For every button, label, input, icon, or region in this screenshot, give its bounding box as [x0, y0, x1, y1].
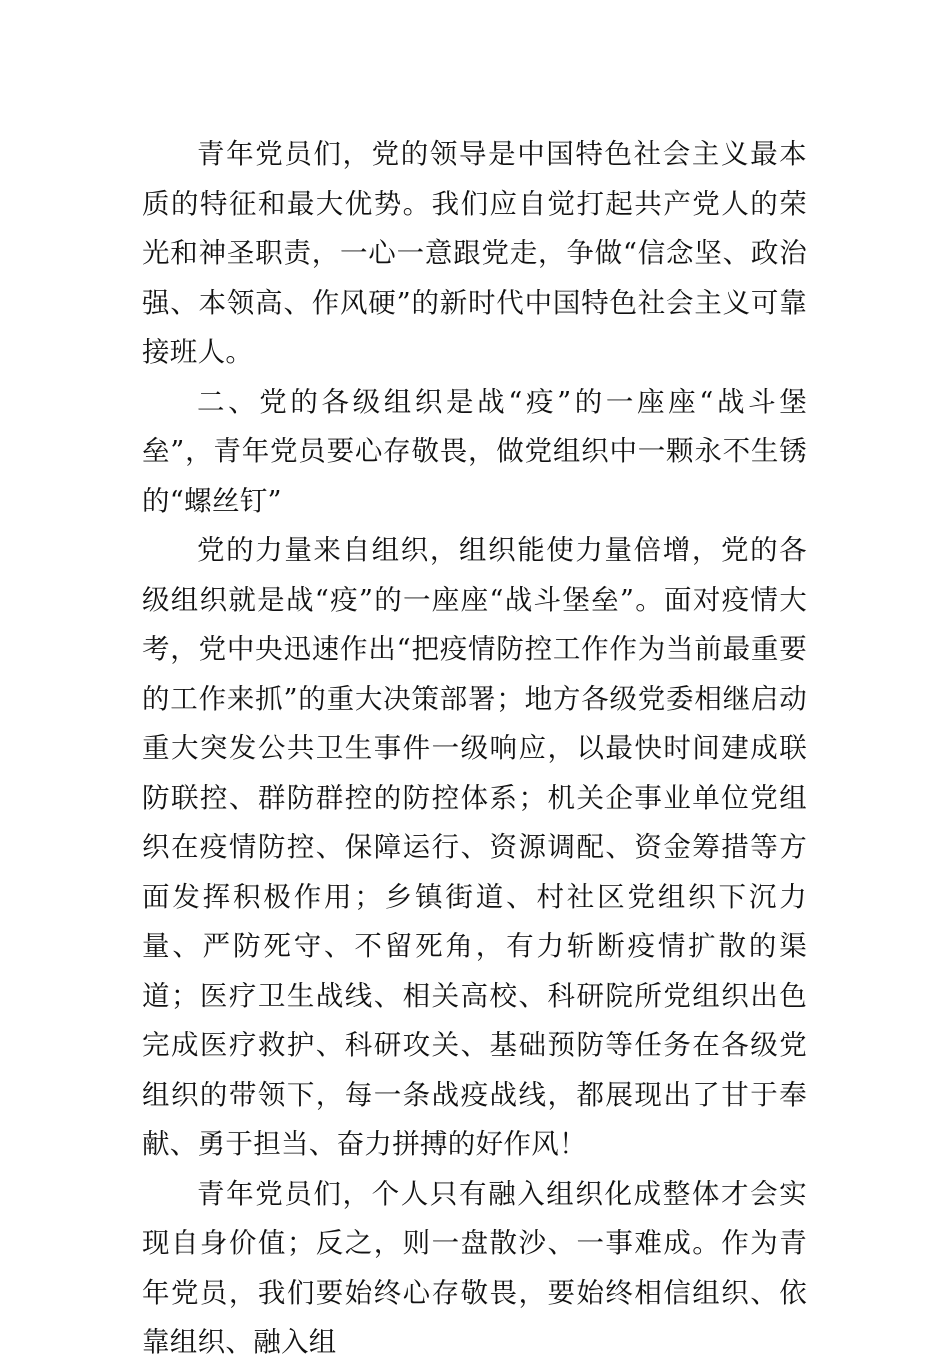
paragraph-organization: 党的力量来自组织，组织能使力量倍增，党的各级组织就是战“疫”的一座座“战斗堡垒”。面对疫情大考，党中央迅速作出“把疫情防控工作作为当前最重要的工作来抓”的重大决策部署；地方各级党委相继启动重大突发公共卫生事件一级响应，以最快时间建成联防联控、群防群控的防控体系；机关企事业单位党组织在疫情防控、保障运行、资源调配、资金筹措等方面发挥积极作用；乡镇街道、村社区党组织下沉力量、严防死守、不留死角，有力斩断疫情扩散的渠道；医疗卫生战线、相关高校、科研院所党组织出色完成医疗救护、科研攻关、基础预防等任务在各级党组织的带领下，每一条战疫战线，都展现出了甘于奉献、勇于担当、奋力拼搏的好作风！ — [142, 534, 807, 1160]
paragraph-youth-members: 青年党员们，个人只有融入组织化成整体才会实现自身价值；反之，则一盘散沙、一事难成。作为青年党员，我们要始终心存敬畏，要始终相信组织、依靠组织、融入组 — [142, 1177, 807, 1358]
paragraph-leadership: 青年党员们，党的领导是中国特色社会主义最本质的特征和最大优势。我们应自觉打起共产党人的荣光和神圣职责，一心一意跟党走，争做“信念坚、政治强、本领高、作风硬”的新时代中国特色社会主义可靠接班人。 — [142, 138, 807, 368]
document-body — [142, 130, 807, 1368]
section-heading-two: 二、党的各级组织是战“疫”的一座座“战斗堡垒”，青年党员要心存敬畏，做党组织中一颗永不生锈的“螺丝钉” — [142, 385, 807, 517]
